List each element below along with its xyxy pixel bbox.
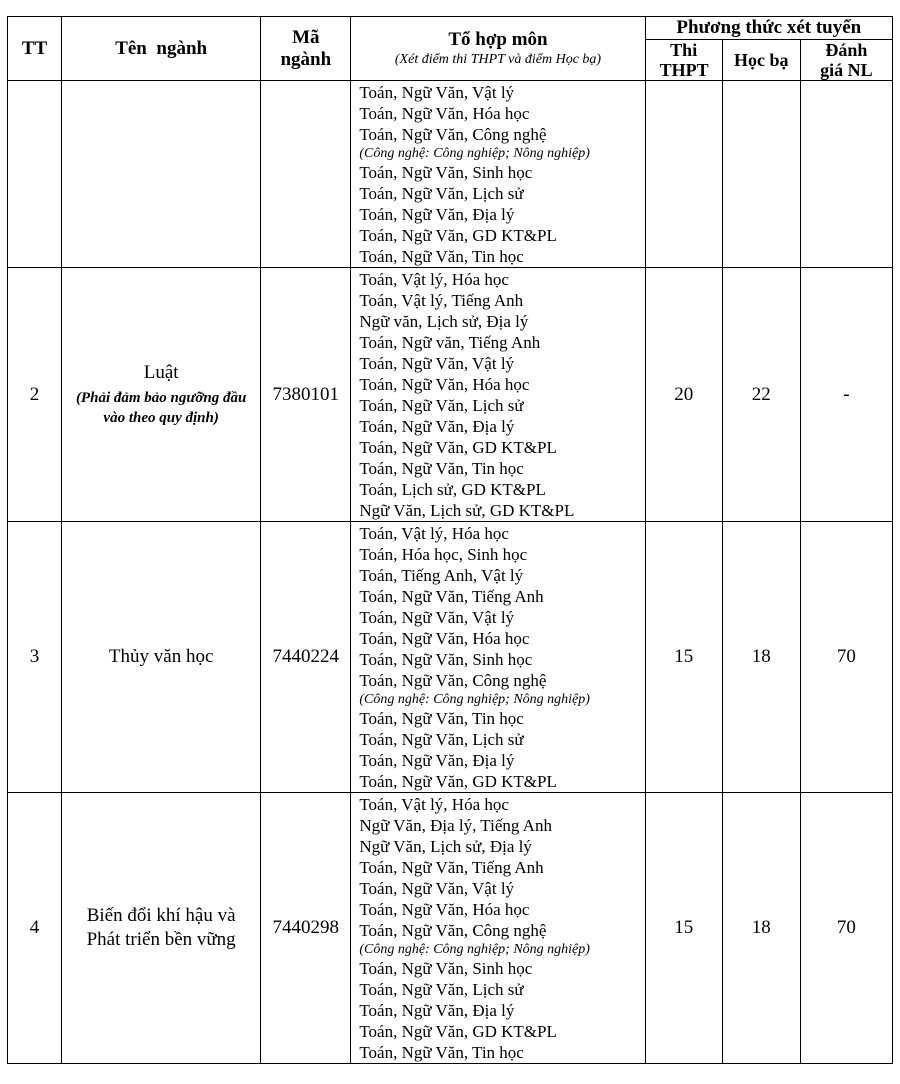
major-name-text: Thủy văn học	[108, 646, 214, 667]
combo-item: Toán, Ngữ Văn, Hóa học	[359, 375, 530, 394]
header-danhgia-text: Đánh giá NL	[820, 40, 873, 80]
row-subject-combos	[351, 522, 645, 793]
table-row	[8, 522, 893, 793]
combo-item: Toán, Ngữ Văn, Hóa học	[359, 104, 530, 123]
combo-note: (Công nghệ: Công nghiệp; Nông nghiệp)	[359, 692, 590, 707]
row-score-thpt: 20	[645, 268, 722, 522]
header-subject-combo-title: Tổ hợp môn	[448, 28, 548, 50]
row-major-code	[261, 81, 351, 268]
combo-item: Toán, Ngữ Văn, Tin học	[359, 709, 524, 728]
row-subject-combos	[351, 268, 645, 522]
row-major-name	[62, 81, 261, 268]
row-major-code: 7380101	[261, 268, 351, 522]
combo-item: Toán, Ngữ Văn, Địa lý	[359, 751, 515, 770]
header-major-name: Tên ngành	[62, 17, 261, 81]
table-row	[8, 81, 893, 268]
header-hocba: Học bạ	[722, 40, 800, 81]
combo-item: Toán, Hóa học, Sinh học	[359, 545, 528, 564]
row-tt	[8, 81, 62, 268]
combo-item: Toán, Vật lý, Hóa học	[359, 270, 509, 289]
combo-item: Toán, Tiếng Anh, Vật lý	[359, 566, 524, 585]
combo-item: Toán, Ngữ Văn, Hóa học	[359, 629, 530, 648]
combo-item: Toán, Ngữ Văn, Vật lý	[359, 879, 515, 898]
combo-item: Toán, Ngữ Văn, Địa lý	[359, 1001, 515, 1020]
combo-item: Toán, Ngữ Văn, Sinh học	[359, 650, 533, 669]
combo-item: Toán, Ngữ Văn, Lịch sử	[359, 980, 524, 999]
row-score-danhgia: 70	[800, 522, 892, 793]
row-score-thpt: 15	[645, 793, 722, 1064]
header-admission-methods: Phương thức xét tuyển	[645, 17, 892, 40]
row-tt: 3	[8, 522, 62, 793]
combo-item: Toán, Ngữ Văn, GD KT&PL	[359, 226, 557, 245]
combo-item: Ngữ Văn, Lịch sử, GD KT&PL	[359, 501, 575, 520]
row-subject-combos	[351, 793, 645, 1064]
header-row	[8, 17, 893, 40]
combo-note: (Công nghệ: Công nghiệp; Nông nghiệp)	[359, 146, 590, 161]
combo-item: Toán, Ngữ Văn, Lịch sử	[359, 396, 524, 415]
header-major-code	[261, 17, 351, 81]
combo-item: Ngữ văn, Lịch sử, Địa lý	[359, 312, 529, 331]
header-tt: TT	[8, 17, 62, 81]
header-major-code-text: Mã ngành	[280, 26, 332, 70]
combo-item: Toán, Ngữ Văn, Sinh học	[359, 959, 533, 978]
combo-item: Toán, Ngữ Văn, Vật lý	[359, 608, 515, 627]
row-tt: 2	[8, 268, 62, 522]
header-subject-combo-subtitle: (Xét điểm thi THPT và điểm Học bạ)	[394, 51, 602, 67]
combo-item: Toán, Ngữ Văn, Tin học	[359, 247, 524, 266]
major-name-text: Biến đổi khí hậu và Phát triển bền vững	[86, 905, 236, 950]
row-score-danhgia: 70	[800, 793, 892, 1064]
combo-item: Toán, Ngữ Văn, Lịch sử	[359, 730, 524, 749]
row-major-name	[62, 793, 261, 1064]
combo-item: Toán, Ngữ Văn, Tiếng Anh	[359, 858, 544, 877]
table-row	[8, 793, 893, 1064]
combo-item: Toán, Vật lý, Tiếng Anh	[359, 291, 524, 310]
combo-item: Toán, Lịch sử, GD KT&PL	[359, 480, 546, 499]
table-row	[8, 268, 893, 522]
combo-item: Toán, Vật lý, Hóa học	[359, 795, 509, 814]
row-score-hocba: 18	[722, 522, 800, 793]
combo-item: Toán, Ngữ văn, Tiếng Anh	[359, 333, 541, 352]
combo-item: Toán, Vật lý, Hóa học	[359, 524, 509, 543]
row-score-hocba: 18	[722, 793, 800, 1064]
combo-item: Toán, Ngữ Văn, Vật lý	[359, 83, 515, 102]
combo-item: Toán, Ngữ Văn, Tiếng Anh	[359, 587, 544, 606]
combo-item: Toán, Ngữ Văn, Vật lý	[359, 354, 515, 373]
row-score-hocba	[722, 81, 800, 268]
row-score-hocba: 22	[722, 268, 800, 522]
combo-item: Toán, Ngữ Văn, Công nghệ	[359, 921, 547, 940]
combo-note: (Công nghệ: Công nghiệp; Nông nghiệp)	[359, 942, 590, 957]
combo-item: Toán, Ngữ Văn, Công nghệ	[359, 125, 547, 144]
admission-table	[7, 16, 893, 1064]
header-danhgia	[800, 40, 892, 81]
combo-item: Toán, Ngữ Văn, GD KT&PL	[359, 438, 557, 457]
combo-item: Toán, Ngữ Văn, Công nghệ	[359, 671, 547, 690]
combo-item: Toán, Ngữ Văn, Tin học	[359, 459, 524, 478]
row-subject-combos	[351, 81, 645, 268]
combo-item: Toán, Ngữ Văn, Địa lý	[359, 417, 515, 436]
row-major-name	[62, 268, 261, 522]
combo-item: Toán, Ngữ Văn, Lịch sử	[359, 184, 524, 203]
row-score-thpt: 15	[645, 522, 722, 793]
row-major-code: 7440224	[261, 522, 351, 793]
row-score-thpt	[645, 81, 722, 268]
row-score-danhgia: -	[800, 268, 892, 522]
header-subject-combo	[351, 17, 645, 81]
row-major-name	[62, 522, 261, 793]
major-name-text: Luật	[143, 362, 179, 383]
header-thpt	[645, 40, 722, 81]
header-thpt-text: Thi THPT	[659, 40, 709, 80]
combo-item: Ngữ Văn, Lịch sử, Địa lý	[359, 837, 532, 856]
row-score-danhgia	[800, 81, 892, 268]
row-tt: 4	[8, 793, 62, 1064]
major-requirement-note: (Phải đảm bảo ngưỡng đầu vào theo quy định)	[75, 390, 247, 426]
combo-item: Toán, Ngữ Văn, GD KT&PL	[359, 1022, 557, 1041]
combo-item: Toán, Ngữ Văn, Hóa học	[359, 900, 530, 919]
combo-item: Toán, Ngữ Văn, Địa lý	[359, 205, 515, 224]
combo-item: Toán, Ngữ Văn, Tin học	[359, 1043, 524, 1062]
combo-item: Toán, Ngữ Văn, GD KT&PL	[359, 772, 557, 791]
combo-item: Toán, Ngữ Văn, Sinh học	[359, 163, 533, 182]
table-body	[8, 81, 893, 1064]
combo-item: Ngữ Văn, Địa lý, Tiếng Anh	[359, 816, 552, 835]
row-major-code: 7440298	[261, 793, 351, 1064]
